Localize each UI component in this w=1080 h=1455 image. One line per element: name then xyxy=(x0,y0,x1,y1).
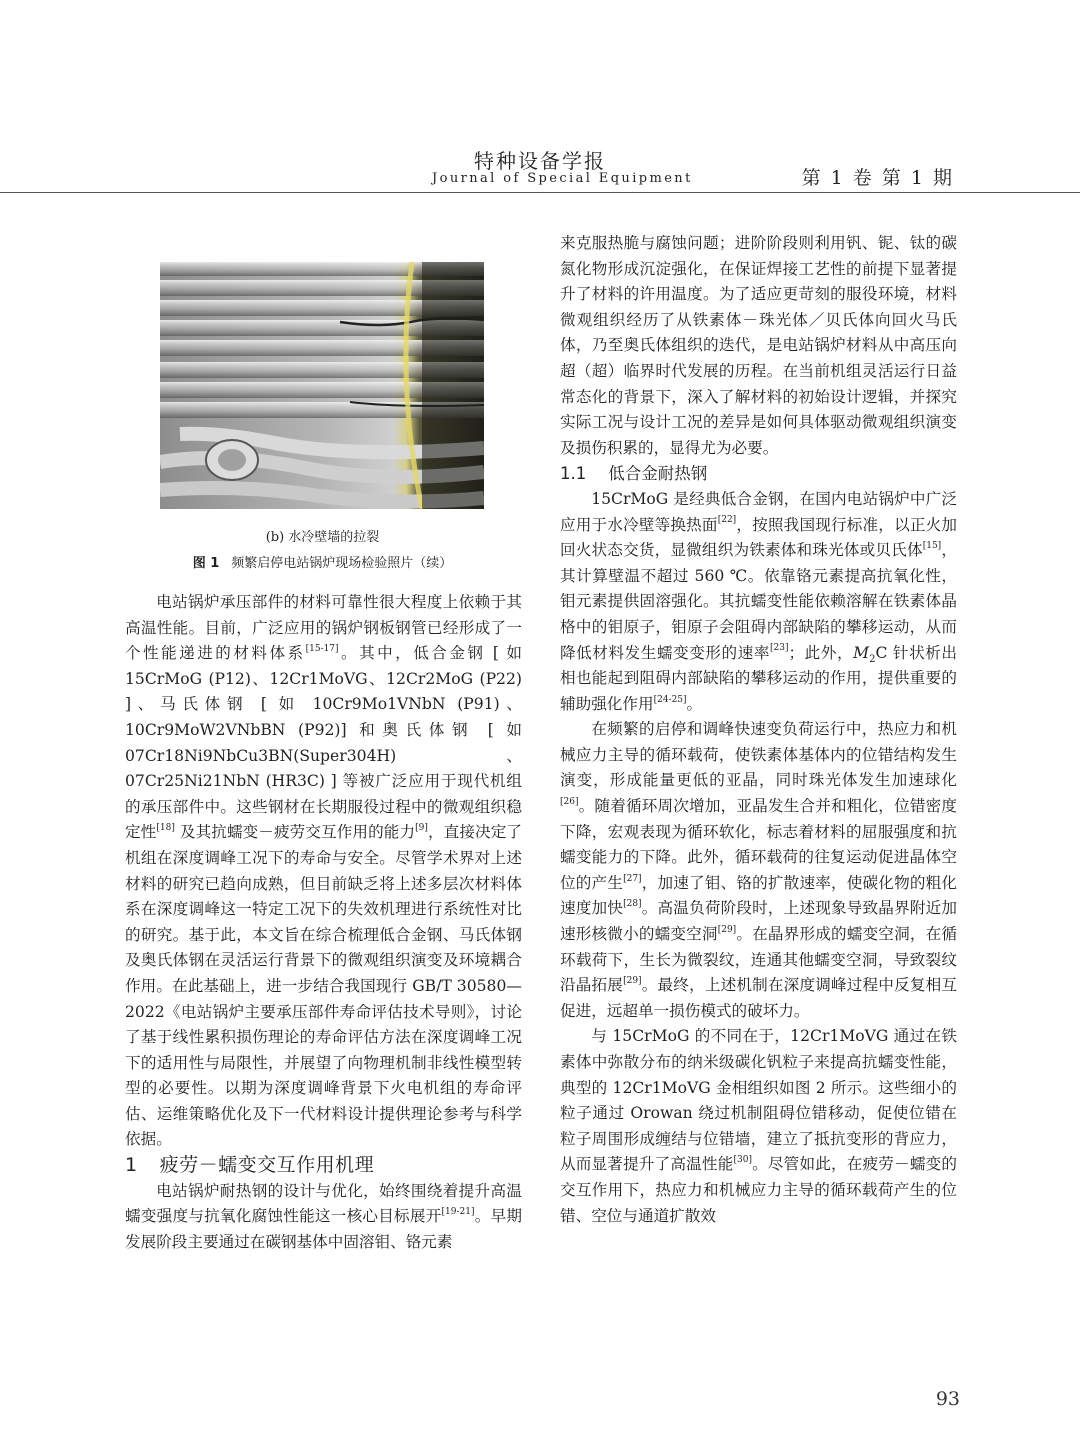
issue-label: 第 1 卷 第 1 期 xyxy=(801,167,954,189)
left-column xyxy=(125,590,522,1255)
figure-caption-label: 图 1 xyxy=(192,556,220,571)
section-heading: 1 疲劳－蠕变交互作用机理 xyxy=(125,1154,375,1177)
journal-title-cn: 特种设备学报 xyxy=(474,149,606,173)
paragraph: 与 15CrMoG 的不同在于，12Cr1MoVG 通过在铁素体中弥散分布的纳米级碳化钒粒子来提高抗蠕变性能，典型的 12Cr1MoVG 金相组织如图 2 所示。这些细小的粒子通过 Orowan 绕过机制阻碍位错移动，促使位错在粒子周围形成缠结与位错墙，建立了抵抗变形的背应力，从而显著提升了高温性能[30]。尽管如此，在疲劳－蠕变的交互作用下，热应力和机械应力主导的循环载荷产生的位错、空位与通道扩散效 xyxy=(560,1027,957,1225)
paragraph: 15CrMoG 是经典低合金钢，在国内电站锅炉中广泛应用于水冷壁等换热面[22]，按照我国现行标准，以正火加回火状态交货，显微组织为铁素体和珠光体或贝氏体[15]，其计算壁温不超过 560 ℃。依靠铬元素提高抗氧化性，钼元素提供固溶强化。其抗蠕变性能依赖溶解在铁素体晶格中的钼原子，钼原子会阻碍内部缺陷的攀移运动，从而降低材料发生蠕变变形的速率[23]；此外，$M_2C$ 针状析出相也能起到阻碍内部缺陷的攀移运动的作用，提供重要的辅助强化作用[24-25]。 xyxy=(560,489,957,713)
boiler-water-wall-photo xyxy=(160,262,484,509)
right-column xyxy=(560,231,957,1229)
journal-title-en: Journal of Special Equipment xyxy=(432,171,693,186)
paragraph: 来克服热脆与腐蚀问题；进阶阶段则利用钒、铌、钛的碳氮化物形成沉淀强化，在保证焊接工艺性的前提下显著提升了材料的许用温度。为了适应更苛刻的服役环境，材料微观组织经历了从铁素体－珠光体／贝氏体向回火马氏体，乃至奥氏体组织的迭代，是电站锅炉材料从中高压向超（超）临界时代发展的历程。在当前机组灵活运行日益常态化的背景下，深入了解材料的初始设计逻辑，并探究实际工况与设计工况的差异是如何具体驱动微观组织演变及损伤积累的，显得尤为必要。 xyxy=(560,234,957,457)
figure-caption xyxy=(0,552,645,571)
page-number: 93 xyxy=(935,1388,960,1410)
paragraph: 电站锅炉耐热钢的设计与优化，始终围绕着提升高温蠕变强度与抗氧化腐蚀性能这一核心目标展开[19-21]。早期发展阶段主要通过在碳钢基体中固溶钼、铬元素 xyxy=(125,1181,522,1251)
subsection-heading: 1.1 低合金耐热钢 xyxy=(560,464,708,484)
paragraph: 在频繁的启停和调峰快速变负荷运行中，热应力和机械应力主导的循环载荷，使铁素体基体内的位错结构发生演变，形成能量更低的亚晶，同时珠光体发生加速球化[26]。随着循环周次增加，亚晶发生合并和粗化，位错密度下降，宏观表现为循环软化，标志着材料的屈服强度和抗蠕变能力的下降。此外，循环载荷的往复运动促进晶体空位的产生[27]，加速了钼、铬的扩散速率，使碳化物的粗化速度加快[28]。高温负荷阶段时，上述现象导致晶界附近加速形核微小的蠕变空洞[29]。在晶界形成的蠕变空洞，在循环载荷下，生长为微裂纹，连通其他蠕变空洞，导致裂纹沿晶拓展[29]。最终，上述机制在深度调峰过程中反复相互促进，远超单一损伤模式的破坏力。 xyxy=(560,720,957,1020)
header-rule xyxy=(0,192,1080,193)
figure-subcaption: (b) 水冷壁墙的拉裂 xyxy=(265,530,380,545)
figure-caption-text: 频繁启停电站锅炉现场检验照片（续） xyxy=(231,556,453,571)
paragraph: 电站锅炉承压部件的材料可靠性很大程度上依赖于其高温性能。目前，广泛应用的锅炉钢板钢管已经形成了一个性能递进的材料体系[15-17]。其中，低合金钢 [ 如 15CrMoG (P12)、12Cr1MoVG、12Cr2MoG (P22) ]、马氏体钢 [ 如 10Cr9Mo1VNbN (P91)、10Cr9MoW2VNbBN (P92)] 和奥氏体钢 [ 如 07Cr18Ni9NbCu3BN(Super304H)、07Cr25Ni21NbN (HR3C) ] 等被广泛应用于现代机组的承压部件中。这些钢材在长期服役过程中的微观组织稳定性[18] 及其抗蠕变－疲劳交互作用的能力[9]，直接决定了机组在深度调峰工况下的寿命与安全。尽管学术界对上述材料的研究已趋向成熟，但目前缺乏将上述多层次材料体系在深度调峰这一特定工况下的失效机理进行系统性对比的研究。基于此，本文旨在综合梳理低合金钢、马氏体钢及奥氏体钢在灵活运行背景下的微观组织演变及环境耦合作用。在此基础上，进一步结合我国现行 GB/T 30580—2022《电站锅炉主要承压部件寿命评估技术导则》，讨论了基于线性累积损伤理论的寿命评估方法在深度调峰工况下的适用性与局限性，并展望了向物理机制非线性模型转型的必要性。以期为深度调峰背景下火电机组的寿命评估、运维策略优化及下一代材料设计提供理论参考与科学依据。 xyxy=(125,593,522,1149)
